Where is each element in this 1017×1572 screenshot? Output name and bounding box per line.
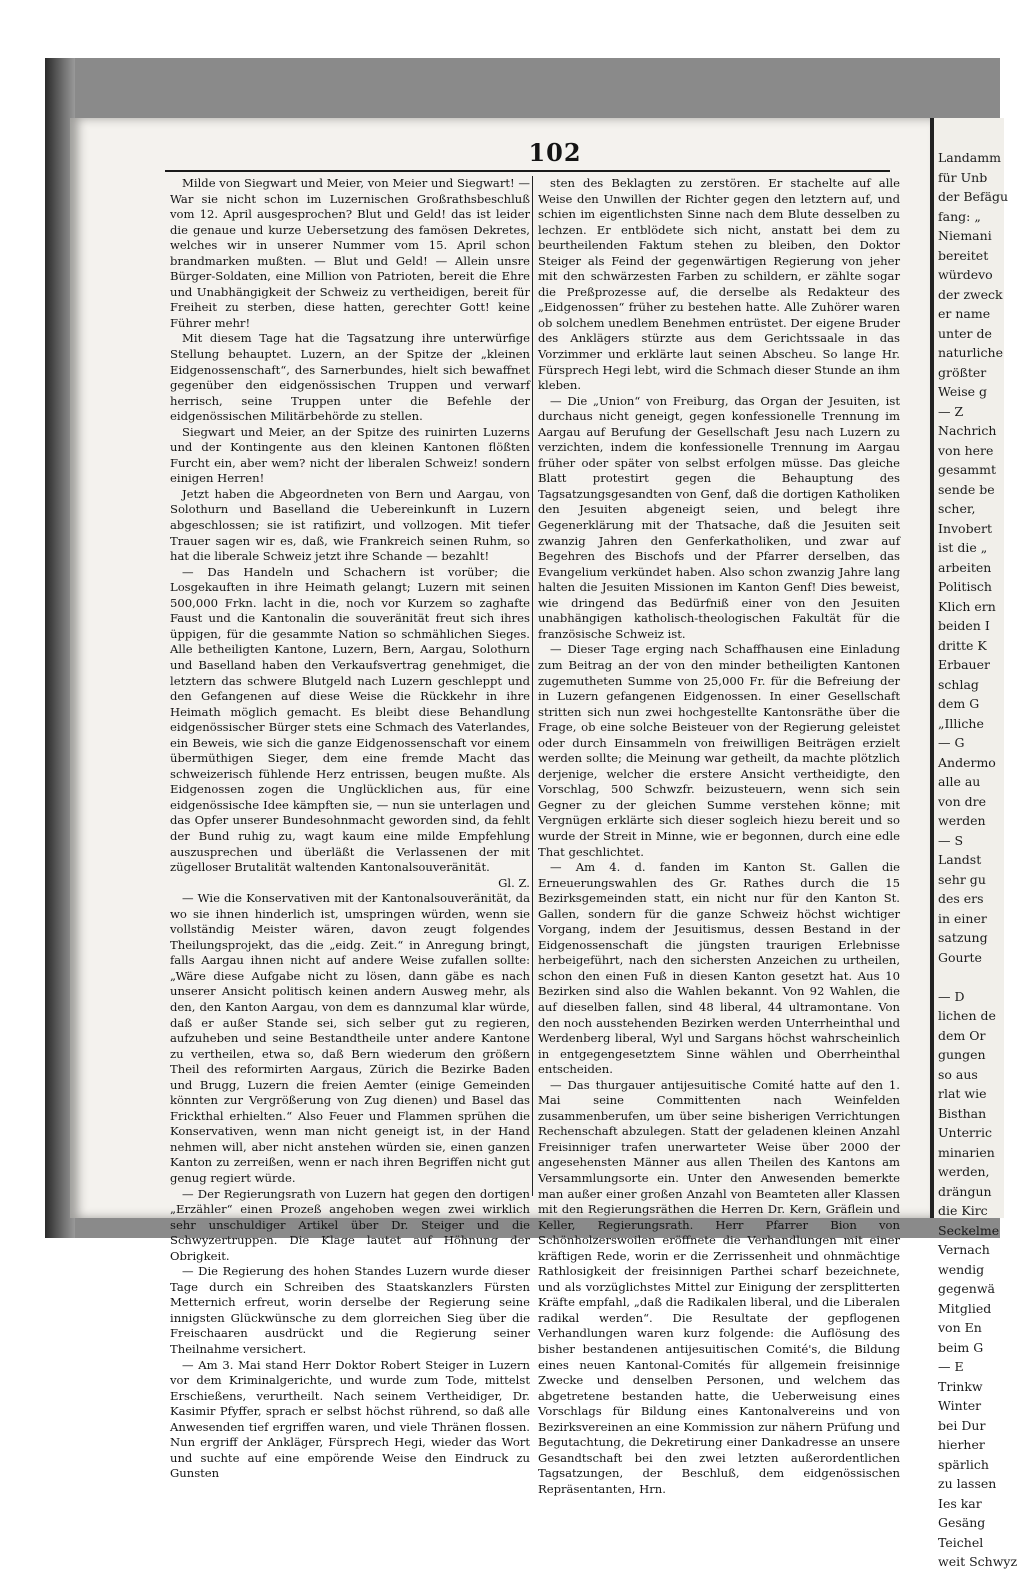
right-paragraph-5: — Das thurgauer antijesuitische Comité hatte auf den 1. Mai seine Committenten nach Weinfelden zusammenberufen, um über seine bisherigen Verrichtungen Rechenschaft abzulegen. Statt der geladenen kleinen Anzahl Freisinniger trafen unerwarteter Weise über 2000 der angesehensten Männer aus allen Theilen des Kantons am Versammlungsorte ein. Unter den Anwesenden bemerkte man außer einer großen Anzahl von Beamteten aller Klassen mit den Regierungsräthen die Herren Dr. Kern, Gräflein und Keller, Regierungsrath. Herr Pfarrer Bion von Schönholzerswoilen eröffnete die Verhandlungen mit einer kräftigen Rede, worin er die Zerrissenheit und ohnmächtige Rathlosigkeit der freisinnigen Parthei scharf bezeichnete, und als vorzüglichstes Mittel zur Einigung der zersplitterten Kräfte empfahl, „daß die Radikalen liberal, und die Liberalen radikal werden“. Die Resultate der gepflogenen Verhandlungen waren kurz folgende: die Auflösung des bisher bestandenen antijesuitischen Comité's, die Bildung eines neuen Kantonal-Comités für allgemein freisinnige Zwecke und denselben Personen, und welchem das abgetretene bestanden hatte, die Ueberweisung eines Vorschlags für Bildung eines Kantonalvereins und von Bezirksvereinen an eine Kommission zur nähern Prüfung und Begutachtung, die Dekretirung einer Dankadresse an unsere Gesandtschaft bei den zwei letzten außerordentlichen Tagsatzungen, der Beschluß, dem eidgenössischen Repräsentanten, Hrn.: [538, 1077, 900, 1496]
left-paragraph-7: — Der Regierungsrath von Luzern hat gegen den dortigen „Erzähler“ einen Prozeß angehoben wegen zwei wirklich sehr unschuldiger Artikel über Dr. Steiger und die Schwyzertruppen. Die Klage lautet auf Höhnung der Obrigkeit.: [170, 1186, 530, 1263]
column-divider: [532, 176, 533, 1196]
left-paragraph-2: Mit diesem Tage hat die Tagsatzung ihre unterwürfige Stellung behauptet. Luzern, an der Spitze der „kleinen Eidgenossenschaft“, des Sarnerbundes, hielt sich bewaffnet gegenüber den eidgenössischen Truppen und verwarf herrisch, seine Truppen unter die Befehle der eidgenössischen Militärbehörde zu stellen.: [170, 331, 530, 424]
newspaper-page: [70, 118, 930, 1496]
left-paragraph-3: Siegwart und Meier, an der Spitze des ruinirten Luzerns und der Kontingente aus den kleinen Kantonen flößten Furcht ein, aber wem? nicht der liberalen Schweiz! sondern einigen Herren!: [170, 424, 530, 486]
left-paragraph-1: Milde von Siegwart und Meier, von Meier und Siegwart! — War sie nicht schon im Luzernischen Großrathsbeschluß vom 12. April ausgesprochen? Blut und Geld! das ist leider die genaue und kurze Uebersetzung des famösen Dekretes, welches wir in unserer Nummer vom 15. April schon brandmarken mußten. — Blut und Geld! — Allein unsre Bürger-Soldaten, eine Million von Patrioten, bereit die Ehre und Unabhängigkeit der Schweiz zu vertheidigen, bereit für Freiheit zu sterben, diese hatten, gerechter Gott! keine Führer mehr!: [170, 176, 530, 330]
right-column: [538, 176, 900, 1496]
left-paragraph-9: — Am 3. Mai stand Herr Doktor Robert Steiger in Luzern vor dem Kriminalgerichte, und wurde zum Tode, mittelst Erschießens, verurtheilt. Nach seinem Vertheidiger, Dr. Kasimir Pfyffer, sprach er selbst höchst rührend, so daß alle Anwesenden tief ergriffen waren, und viele Thränen flossen. Nun ergriff der Ankläger, Fürsprech Hegi, wieder das Wort und suchte auf eine empörende Weise den Eindruck zu Gunsten: [170, 1357, 530, 1481]
right-paragraph-2: — Die „Union“ von Freiburg, das Organ der Jesuiten, ist durchaus nicht geneigt, gegen konfessionelle Trennung im Aargau auf Berufung der Gesellschaft Jesu nach Luzern zu verzichten, indem die konfessionelle Trennung im Aargau früher oder später von selbst erfolgen müsse. Das gleiche Blatt protestirt gegen die Behauptung des Tagsatzungsgesandten von Genf, daß die dortigen Katholiken den Jesuiten abgeneigt seien, und belegt ihre Gegenerklärung mit der Thatsache, daß die Jesuiten seit zwanzig Jahren den Genferkatholiken, und zwar auf Begehren des Bischofs und der Pfarrer derselben, das Evangelium verkündet haben. Also schon zwanzig Jahre lang halten die Jesuiten Missionen im Kanton Genf! Dies beweist, wie dringend das Bedürfniß einer von den Jesuiten unabhängigen katholisch-theologischen Fakultät für die französische Schweiz ist.: [538, 393, 900, 641]
left-paragraph-8: — Die Regierung des hohen Standes Luzern wurde dieser Tage durch ein Schreiben des Staatskanzlers Fürsten Metternich erfreut, worin derselbe der Regierung seine innigsten Glückwünsche zu dem glorreichen Sieg über die Freischaaren ausdrückt und die Regierung seiner Theilnahme versichert.: [170, 1264, 530, 1357]
right-paragraph-4: — Am 4. d. fanden im Kanton St. Gallen die Erneuerungswahlen des Gr. Rathes durch die 15 Bezirksgemeinden statt, ein nicht nur für den Kanton St. Gallen, sondern für die ganze Schweiz höchst wichtiger Vorgang, indem der Jesuitismus, dessen Bestand in der Eidgenossenschaft die jüngsten traurigen Erlebnisse herbeigeführt, nach den sichersten Anzeichen zu urtheilen, schon den einen Fuß in diesen Kanton gesetzt hat. Aus 10 Bezirken sind also die Wahlen bekannt. Von 92 Wahlen, die auf dieselben fallen, sind 48 liberal, 44 ultramontane. Von den noch ausstehenden Bezirken werden Unterrheinthal und Werdenberg liberal, Wyl und Sargans höchst wahrscheinlich in entgegengesetztem Sinne wählen und Oberrheinthal entscheiden.: [538, 860, 900, 1077]
page-number: 102: [528, 138, 582, 167]
header-rule: [165, 170, 890, 172]
left-paragraph-4: Jetzt haben die Abgeordneten von Bern und Aargau, von Solothurn und Baselland die Uebereinkunft in Luzern abgeschlossen; sie ist ratifizirt, und vollzogen. Mit tiefer Trauer sagen wir es, daß, wie Frankreich seinen Ruhm, so hat die liberale Schweiz jetzt ihre Schande — bezahlt!: [170, 486, 530, 564]
adjacent-page-fragment: [930, 118, 1017, 1569]
adjacent-page-text: Landamm für Unb der Befägu fang: „ Niemani bereitet würdevo der zweck er name unter de naturliche größter Weise g — Z Nachrich von here gesammt sende be scher, Invobert ist die „ arbeiten Politisch Klich ern beiden I dritte K Erbauer schlag dem G „Illiche — G Andermo alle au von dre werden — S Landst sehr gu des ers in einer satzung Gourte — D lichen de dem Or gungen so aus rlat wie Bisthan Unterric minarien werden, drängun die Kirc Seckelme Vernach wendig gegenwä Mitglied von En beim G — E Trinkw Winter bei Dur hierher spärlich zu lassen Ies kar Gesäng Teichel weit Schwyz: [938, 150, 1017, 1569]
right-paragraph-1: sten des Beklagten zu zerstören. Er stachelte auf alle Weise den Unwillen der Richter gegen den letztern auf, und schien im eigentlichsten Sinne nach dem Blute desselben zu lechzen. Er entblödete sich nicht, anstatt bei dem zu beurtheilenden Faktum stehen zu bleiben, den Doktor Steiger als Feind der gegenwärtigen Regierung von jeher mit den schwärzesten Farben zu schildern, er zählte sogar die Preßprozesse auf, die derselbe als Redakteur des „Eidgenossen“ früher zu bestehen hatte. Alle Zuhörer waren ob solchem unedlem Benehmen entrüstet. Der eigene Bruder des Anklägers stürzte aus dem Gerichtssaale in das Vorzimmer und erklärte laut seinen Abscheu. So lange Hr. Fürsprech Hegi lebt, wird die Schmach dieser Stunde an ihm kleben.: [538, 176, 900, 393]
left-column: [170, 176, 530, 1481]
left-paragraph-6: — Wie die Konservativen mit der Kantonalsouveränität, da wo sie ihnen hinderlich ist, umspringen würden, wenn sie vollständig Meister wären, davon zeugt folgendes Theilungsprojekt, das die „eidg. Zeit.“ in Anregung bringt, falls Aargau ihnen nicht auf andere Weise zufallen sollte: „Wäre diese Aufgabe nicht zu lösen, dann gäbe es nach unserer Ansicht politisch keinen andern Ausweg mehr, als den, den Kanton Aargau, von dem es dannzumal klar würde, daß er außer Stande sei, sich selber gut zu regieren, aufzuheben und seine Bestandtheile unter andere Kantone zu vertheilen, etwa so, daß Bern wiederum den größern Theil des reformirten Aargaus, Zürich die Bezirke Baden und Brugg, Luzern die freien Aemter (einige Gemeinden könnten zur Vergrößerung von Zug dienen) und Basel das Frickthal erhielten.“ Also Feuer und Flammen sprühen die Konservativen, wenn man nicht geneigt ist, in der Hand nehmen will, aber nicht anstehen würden sie, einen ganzen Kanton zu zerreißen, wenn er nach ihren Begriffen nicht gut genug regiert würde.: [170, 891, 530, 1185]
left-paragraph-5: — Das Handeln und Schachern ist vorüber; die Losgekauften in ihre Heimath gelangt; Luzern mit seinen 500,000 Frkn. lacht in die, noch vor Kurzem so zaghafte Faust und die Kantonalin die souveränität freut sich ihres üppigen, für die gesammte Nation so schmählichen Sieges. Alle betheiligten Kantone, Luzern, Bern, Aargau, Solothurn und Baselland haben den Verkaufsvertrag genehmiget, die letztern das schwere Blutgeld nach Luzern geschleppt und den Gefangenen auf diese Weise die Rückkehr in ihre Heimath möglich gemacht. Es bleibt diese Behandlung eidgenössischer Bürger stets eine Schmach des Vaterlandes, ein Beweis, wie sich die ganze Eidgenossenschaft vor einem übermüthigen Sieger, dem eine fremde Macht das schweizerisch fühlende Herz entrissen, beugen mußte. Als Eidgenossen zogen die Unglücklichen aus, für eine eidgenössische Idee kämpften sie, — nun sie unterlagen und das Opfer unserer Bundesohnmacht geworden sind, da fehlt der Bund ruhig zu, wagt kaum eine milde Empfehlung auszusprechen und überläßt die Verlassenen der mit zügelloser Brutalität waltenden Kantonalsouveränität.: [170, 564, 530, 875]
right-paragraph-3: — Dieser Tage erging nach Schaffhausen eine Einladung zum Beitrag an der von den minder betheiligten Kantonen zugemutheten Summe von 25,000 Fr. für die Befreiung der in Luzern gefangenen Eidgenossen. In einer Gesellschaft stritten sich nun zwei hochgestellte Kantonsräthe über die Frage, ob eine solche Beisteuer von der Regierung geleistet oder durch Einsammeln von freiwilligen Beiträgen erzielt werden sollte; die Meinung war getheilt, da machte plötzlich derjenige, welcher die erstere Ansicht vertheidigte, den Vorschlag, 500 Schwzfr. beizusteuern, wenn sich sein Gegner zu der gleichen Summe verstehen könne; mit Vergnügen erklärte sich dieser sogleich hiezu bereit und so wurde der Streit in Minne, wie er begonnen, durch eine edle That geschlichtet.: [538, 642, 900, 859]
left-signature: Gl. Z.: [498, 875, 530, 890]
